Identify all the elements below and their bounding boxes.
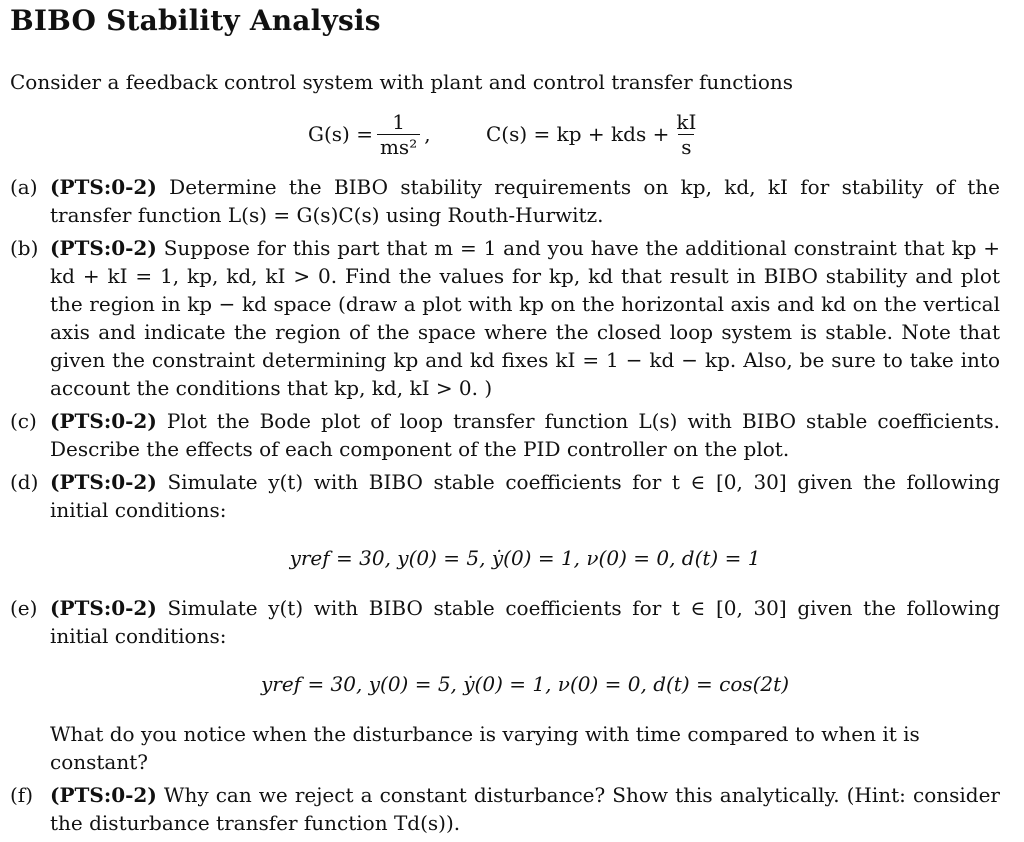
plant-comma: , bbox=[424, 122, 431, 146]
question-label: (d) bbox=[10, 470, 39, 494]
question-a bbox=[10, 173, 1000, 229]
question-label: (a) bbox=[10, 175, 38, 199]
question-text: Plot the Bode plot of loop transfer function L(s) with BIBO stable coefficients. Describe the effects of each component of the PID controller on the plot. bbox=[50, 409, 1000, 461]
points-badge: (PTS:0-2) bbox=[50, 596, 157, 620]
question-e-followup: What do you notice when the disturbance is varying with time compared to when it is constant? bbox=[50, 722, 920, 774]
plant-transfer-function bbox=[308, 102, 431, 166]
points-badge: (PTS:0-2) bbox=[50, 175, 157, 199]
initial-conditions-e: yref = 30, y(0) = 5, ẏ(0) = 1, ν(0) = 0, d(t) = cos(2t) bbox=[260, 672, 789, 696]
question-label: (b) bbox=[10, 236, 39, 260]
controller-denominator: s bbox=[678, 134, 694, 159]
question-f bbox=[10, 781, 1000, 837]
question-e bbox=[10, 594, 1000, 650]
plant-numerator: 1 bbox=[392, 109, 405, 134]
controller-transfer-function bbox=[486, 102, 703, 166]
points-badge: (PTS:0-2) bbox=[50, 470, 157, 494]
points-badge: (PTS:0-2) bbox=[50, 236, 157, 260]
plant-lhs: G(s) = bbox=[308, 122, 373, 146]
plant-denominator: ms² bbox=[377, 134, 420, 159]
question-label: (f) bbox=[10, 783, 34, 807]
question-list bbox=[10, 173, 1000, 842]
transfer-functions bbox=[0, 102, 1024, 166]
question-b bbox=[10, 234, 1000, 402]
plant-fraction bbox=[377, 110, 420, 159]
question-text: Determine the BIBO stability requirements on kp, kd, kI for stability of the transfer function L(s) = G(s)C(s) using Routh-Hurwitz. bbox=[50, 175, 1001, 227]
question-text: Simulate y(t) with BIBO stable coefficients for t ∈ [0, 30] given the following initial conditions: bbox=[50, 596, 1000, 648]
intro-text: Consider a feedback control system with plant and control transfer functions bbox=[10, 70, 794, 94]
question-d bbox=[10, 468, 1000, 524]
question-text: Simulate y(t) with BIBO stable coefficients for t ∈ [0, 30] given the following initial conditions: bbox=[50, 470, 1000, 522]
question-text: Why can we reject a constant disturbance? Show this analytically. (Hint: consider the disturbance transfer function Td(s)). bbox=[50, 783, 1000, 835]
controller-lhs: C(s) = kp + kds + bbox=[486, 122, 670, 146]
question-c bbox=[10, 407, 1000, 463]
points-badge: (PTS:0-2) bbox=[50, 409, 157, 433]
question-label: (c) bbox=[10, 409, 37, 433]
points-badge: (PTS:0-2) bbox=[50, 783, 157, 807]
question-label: (e) bbox=[10, 596, 38, 620]
document-title: BIBO Stability Analysis bbox=[10, 4, 381, 37]
initial-conditions-d: yref = 30, y(0) = 5, ẏ(0) = 1, ν(0) = 0, d(t) = 1 bbox=[289, 546, 761, 570]
controller-fraction bbox=[673, 110, 699, 159]
controller-numerator: kI bbox=[676, 109, 697, 134]
question-text: Suppose for this part that m = 1 and you have the additional constraint that kp + kd + kI = 1, kp, kd, kI > 0. Find the values for kp, kd that result in BIBO stability and plot the region in kp − kd space (draw a plot with kp on the horizontal axis and kd on the vertical axis and indicate the region of the space where the closed loop system is stable. Note that given the constraint determining kp and kd fixes kI = 1 − kd − kp. Also, be sure to take into account the conditions that kp, kd, kI > 0. ) bbox=[50, 236, 1001, 400]
